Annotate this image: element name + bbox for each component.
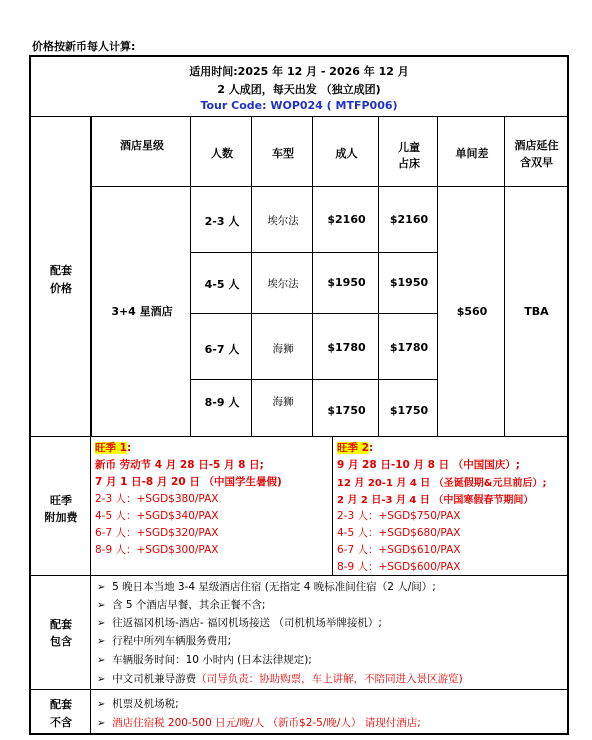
- arrow-icon: ➢: [97, 618, 106, 629]
- arrow-icon: ➢: [97, 600, 106, 611]
- col-people: 人数: [190, 117, 252, 187]
- header-cell: [31, 57, 567, 117]
- single-value: $560: [456, 305, 488, 318]
- row-child-0: $2160: [378, 186, 438, 253]
- arrow-icon: ➢: [97, 699, 106, 710]
- row-child-2: $1780: [378, 313, 438, 380]
- row-people-2: 6-7 人: [190, 313, 252, 380]
- arrow-icon: ➢: [97, 636, 106, 647]
- peak-label-cell: 旺季 附加费: [31, 436, 91, 576]
- include-item: ➢ 5 晚日本当地 3-4 星级酒店住宿 (无指定 4 晚标准间住宿（2 人/间）;: [97, 581, 436, 593]
- row-adult-3: $1750: [312, 379, 379, 437]
- col-car: 车型: [251, 117, 313, 187]
- pricing-label-cell: [31, 117, 91, 437]
- includes-label-cell: 配套 包含: [31, 575, 91, 690]
- price-caption: 价格按新币每人计算:: [32, 40, 136, 53]
- col-single: 单间差: [437, 117, 505, 187]
- col-child: 儿童 占床: [378, 117, 438, 187]
- include-item: ➢ 中文司机兼导游费（司导负责：协助购票，车上讲解，不陪同进入景区游览): [97, 673, 463, 685]
- col-adult: 成人: [312, 117, 379, 187]
- col-hotel: 酒店星级: [91, 117, 191, 187]
- hotel-cell: [91, 186, 191, 437]
- excludes-label-cell: 配套 不含: [31, 689, 91, 735]
- row-car-0: 埃尔法: [251, 186, 313, 253]
- row-adult-0: $2160: [312, 186, 379, 253]
- tour-code: Tour Code: WOP024 ( MTFP006): [200, 99, 398, 112]
- package-table: [29, 55, 569, 735]
- row-child-3: $1750: [378, 379, 438, 437]
- row-people-1: 4-5 人: [190, 252, 252, 314]
- row-adult-1: $1950: [312, 252, 379, 314]
- col-ext: 酒店延住 含双早: [504, 117, 567, 187]
- peak-season-1: 旺季 1: 新币 劳动节 4 月 28 日-5 月 8 日; 7 月 1 日-8 月 20 日 （中国学生暑假) 2-3 人：+SGD$380/PAX 4-5 人：+SGD$340/PAX 6-7 人：+SGD$320/PAX 8-9 人：+SGD$300/PAX: [90, 436, 333, 576]
- arrow-icon: ➢: [97, 582, 106, 593]
- exclude-item: ➢ 酒店住宿税 200-500 日元/晚/人 （新币$2-5/晚/人） 请现付酒店;: [97, 717, 421, 729]
- pricing-label-1: 配套: [50, 264, 72, 277]
- row-car-2: 海狮: [251, 313, 313, 380]
- ext-value: TBA: [524, 305, 549, 318]
- row-child-1: $1950: [378, 252, 438, 314]
- hotel-value: 3+4 星酒店: [111, 305, 173, 318]
- row-people-0: 2-3 人: [190, 186, 252, 253]
- arrow-icon: ➢: [97, 718, 106, 729]
- row-car-1: 埃尔法: [251, 252, 313, 314]
- arrow-icon: ➢: [97, 655, 106, 666]
- group-info: 2 人成团，每天出发 （独立成团): [217, 83, 381, 96]
- include-item: ➢ 行程中所列车辆服务费用;: [97, 635, 232, 647]
- row-people-3: 8-9 人: [190, 379, 252, 437]
- include-item: ➢ 含 5 个酒店早餐，其余正餐不含;: [97, 599, 266, 611]
- valid-period: 适用时间:2025 年 12 月 - 2026 年 12 月: [189, 65, 409, 78]
- include-item: ➢ 车辆服务时间：10 小时内 (日本法律规定);: [97, 654, 312, 666]
- includes-list: [90, 575, 567, 690]
- row-car-3: 海狮: [251, 379, 313, 437]
- exclude-item: ➢ 机票及机场税;: [97, 698, 179, 710]
- arrow-icon: ➢: [97, 674, 106, 685]
- include-item: ➢ 往返福冈机场-酒店- 福冈机场接送 （司机机场举牌接机）;: [97, 617, 382, 629]
- pricing-label-2: 价格: [50, 282, 72, 295]
- single-cell: [437, 186, 505, 437]
- peak-season-2: 旺季 2: 9 月 28 日-10 月 8 日 （中国国庆）; 12 月 20-1 月 4 日 （圣诞假期&元旦前后）; 2 月 2 日-3 月 4 日 （中国寒假春节期间） 2-3 人：+SGD$750/PAX 4-5 人：+SGD$680/PAX 6-7 人：+SGD$610/PAX 8-9 人：+SGD$600/PAX: [332, 436, 567, 576]
- peak2-title: 旺季 2:: [337, 442, 374, 454]
- ext-cell: [504, 186, 567, 437]
- peak1-title: 旺季 1:: [95, 442, 132, 454]
- row-adult-2: $1780: [312, 313, 379, 380]
- excludes-list: [90, 689, 567, 735]
